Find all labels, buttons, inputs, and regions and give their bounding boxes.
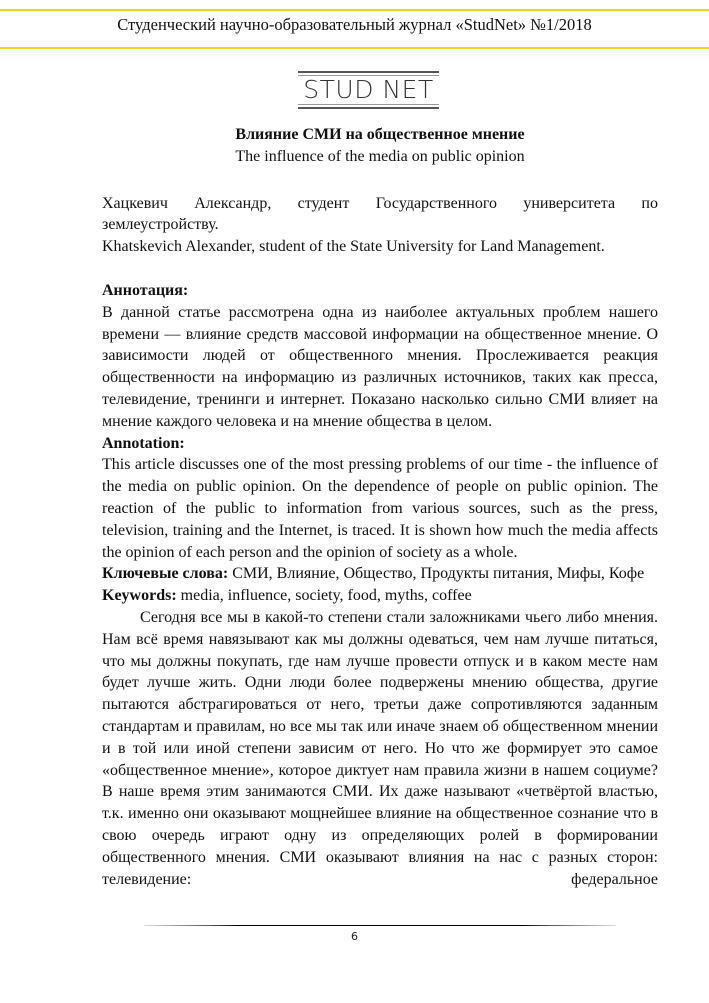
keywords-ru-values: СМИ, Влияние, Общество, Продукты питания, Мифы, Кофе	[228, 565, 645, 583]
keywords-en-label: Keywords:	[102, 587, 177, 605]
abstract-en: This article discusses one of the most pressing problems of our time - the influence of the media on public opinion. On the dependence of people on public opinion. The reaction of the public to information from various sources, such as the press, television, training and the Internet, is traced. It is shown how much the media affects the opinion of each person and the opinion of society as a whole.	[102, 456, 658, 561]
journal-header: Студенческий научно-образовательный журнал «StudNet» №1/2018	[117, 15, 592, 34]
author-ru-line2: землеустройству.	[102, 216, 219, 234]
abstract-en-heading: Annotation:	[102, 434, 185, 452]
article-title-en: The influence of the media on public opinion	[235, 147, 525, 165]
keywords-en	[102, 585, 658, 607]
studnet-logo	[298, 71, 439, 109]
author-ru-line1: Хацкевич Александр, студент Государственного университета по	[102, 194, 658, 212]
article-title-ru: Влияние СМИ на общественное мнение	[235, 126, 525, 143]
spacer	[102, 258, 658, 278]
keywords-en-values: media, influence, society, food, myths, coffee	[176, 587, 472, 605]
header-rule-bottom	[0, 47, 709, 49]
logo-rule	[298, 104, 439, 105]
article-body	[102, 124, 658, 890]
abstract-ru-heading: Аннотация:	[102, 281, 189, 299]
author-en: Khatskevich Alexander, student of the State University for Land Management.	[102, 238, 605, 256]
keywords-ru	[102, 563, 658, 585]
footer-rule	[144, 925, 616, 926]
logo-rule	[298, 107, 439, 109]
keywords-ru-label: Ключевые слова:	[102, 565, 229, 583]
logo-text: STUD NET	[303, 75, 434, 104]
page-number: 6	[351, 930, 358, 943]
logo-rule	[298, 71, 439, 73]
body-paragraph: Сегодня все мы в какой-то степени стали заложниками чьего либо мнения. Нам всё время навязывают как мы должны одеваться, чем нам лучше питаться, что мы должны покупать, где нам лучше провести отпуск и в каком месте нам будет лучше жить. Одни люди более подвержены мнению общества, другие пытаются абстрагироваться от него, третьи даже сопротивляются заданным стандартам и правилам, но все мы так или иначе знаем об общественном мнении и в той или иной степени зависим от него. Но что же формирует это самое «общественное мнение», которое диктует нам правила жизни в нашем социуме? В наше время этим занимаются СМИ. Их даже называют «четвёртой властью, т.к. именно они оказывают мощнейшее влияние на общественное сознание что в свою очередь играют одну из определяющих ролей в формировании общественного мнения. СМИ оказывают влияния на нас с разных сторон: телевидение: федеральное	[102, 608, 658, 888]
header-rule-top	[0, 9, 709, 11]
abstract-ru: В данной статье рассмотрена одна из наиболее актуальных проблем нашего времени — влияние средств массовой информации на общественное мнение. О зависимости людей от общественного мнения. Прослеживается реакция общественности на информацию из различных источников, таких как пресса, телевидение, тренинги и интернет. Показано насколько сильно СМИ влияет на мнение каждого человека и на мнение общества в целом.	[102, 303, 658, 430]
spacer	[102, 168, 658, 189]
